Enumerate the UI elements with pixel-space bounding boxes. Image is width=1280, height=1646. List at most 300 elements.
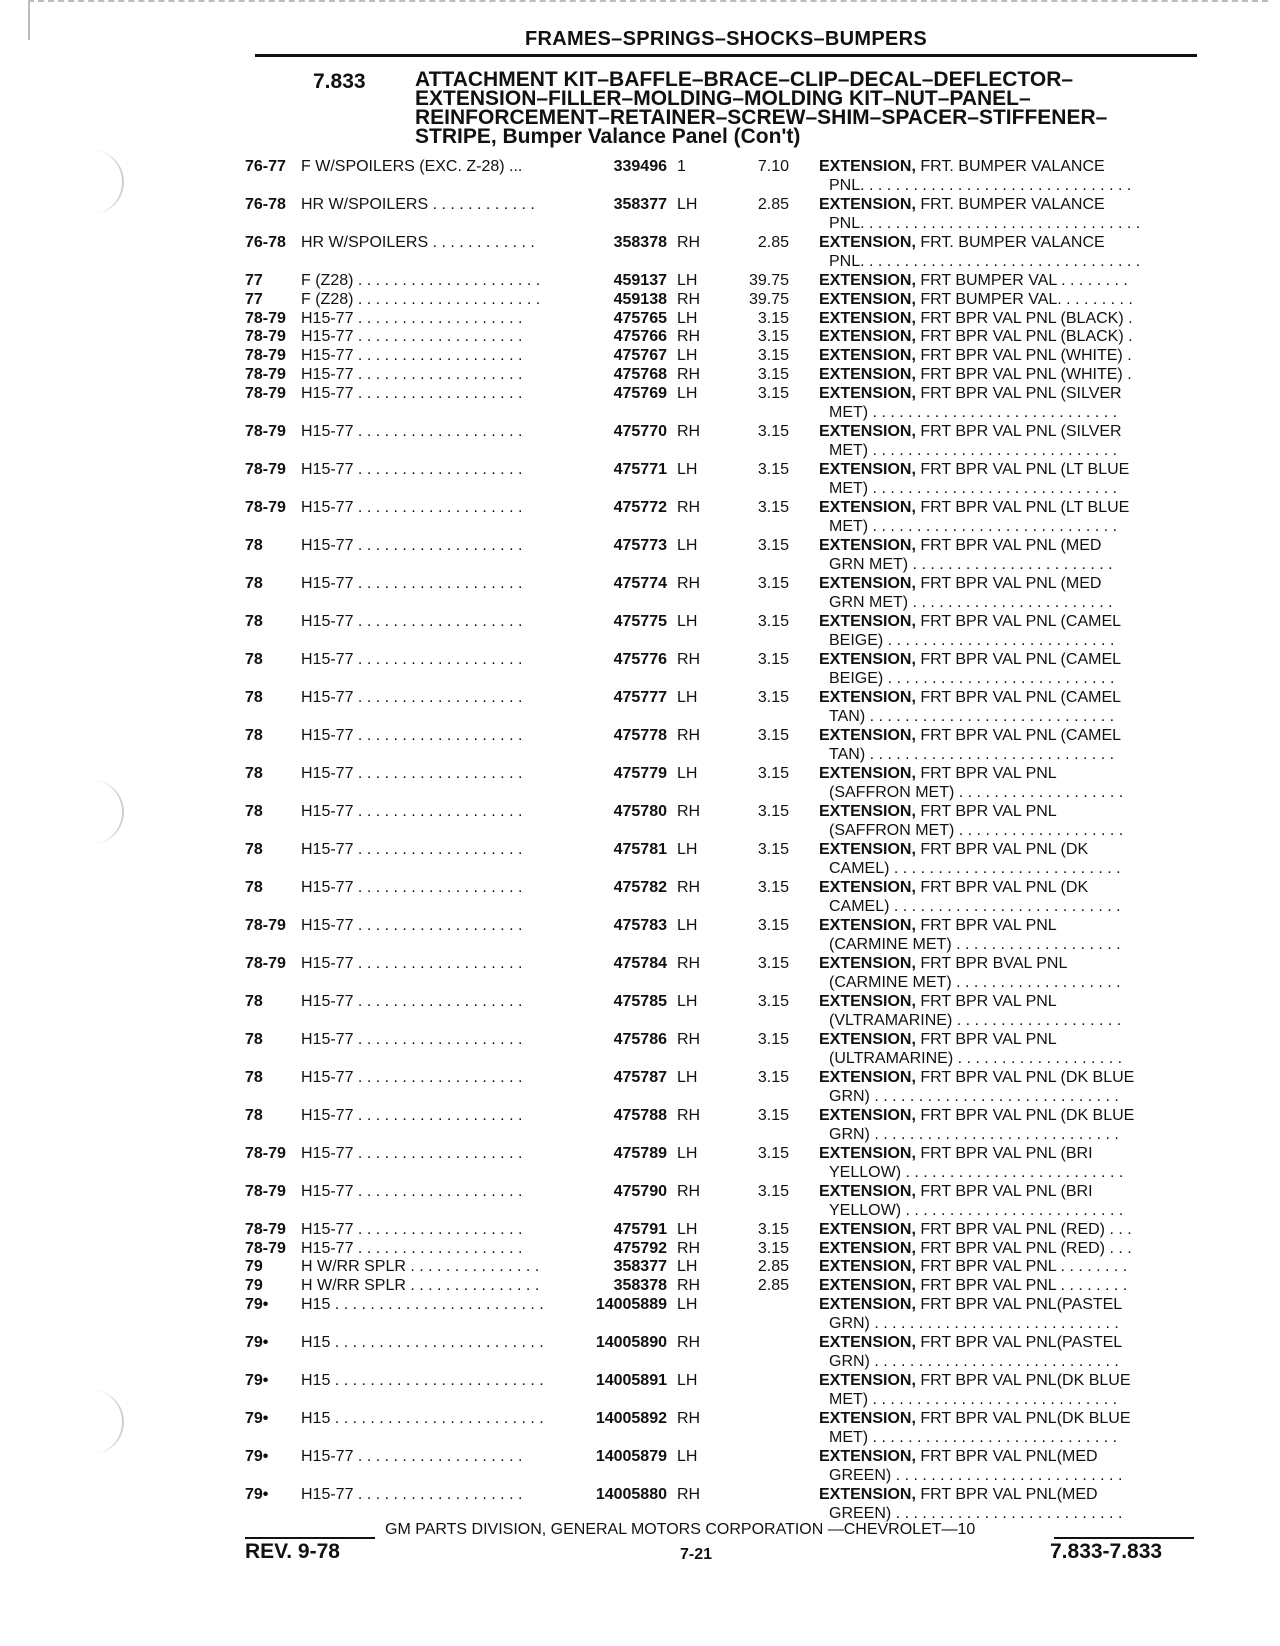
quantity-side: RH (677, 365, 701, 383)
quantity-side: RH (677, 954, 701, 972)
quantity-side: RH (677, 1409, 701, 1427)
price: 3.15 (757, 916, 789, 934)
part-name-detail: FRT. BUMPER VALANCE (920, 196, 1105, 213)
part-name-keyword: EXTENSION, (819, 1485, 916, 1503)
parts-row (245, 612, 1200, 650)
price: 3.15 (757, 328, 789, 346)
part-name-continuation: (SAFFRON MET) . . . . . . . . . . . . . . . . . . . (829, 783, 1124, 801)
part-name-line (819, 1257, 1179, 1276)
part-number: 475774 (613, 574, 667, 592)
model-year: 78 (245, 650, 263, 668)
part-name-detail: FRT BPR VAL PNL (BLACK) . (920, 328, 1133, 346)
parts-row (245, 233, 1200, 271)
parts-row (245, 726, 1200, 764)
model-year: 78 (245, 878, 263, 896)
model-year: 79• (245, 1295, 269, 1313)
part-name-line (819, 1295, 1179, 1314)
section-title-line: EXTENSION–FILLER–MOLDING–MOLDING KIT–NUT–PANEL– (415, 87, 1031, 110)
part-name-keyword: EXTENSION, (819, 840, 916, 858)
part-name-detail: FRT BPR VAL PNL (DK BLUE (920, 1068, 1135, 1086)
part-number: 459138 (613, 290, 667, 308)
model-year: 79 (245, 1277, 263, 1295)
part-name-keyword: EXTENSION, (819, 1333, 916, 1351)
price: 3.15 (757, 992, 789, 1010)
price: 3.15 (757, 1239, 789, 1257)
part-number: 475790 (613, 1182, 667, 1200)
model-year: 78-79 (245, 1182, 286, 1200)
model-year: 78-79 (245, 422, 286, 440)
price: 39.75 (748, 272, 789, 289)
parts-row (245, 498, 1200, 536)
part-number: 14005890 (595, 1333, 667, 1351)
quantity-side: LH (677, 688, 698, 706)
price: 3.15 (757, 347, 789, 365)
part-name-line (819, 802, 1179, 821)
model-year: 76-78 (245, 196, 286, 213)
price: 7.10 (757, 158, 789, 175)
model-year: 78-79 (245, 460, 286, 478)
price: 3.15 (757, 878, 789, 896)
part-name (819, 916, 1179, 954)
revision-label: REV. 9-78 (245, 1540, 340, 1563)
part-name-keyword: EXTENSION, (819, 1220, 916, 1238)
application-desc: H15-77 . . . . . . . . . . . . . . . . . . . (301, 498, 523, 516)
part-name-continuation: GRN MET) . . . . . . . . . . . . . . . . . . . . . . . (829, 593, 1113, 611)
part-name-keyword: EXTENSION, (819, 1447, 916, 1465)
part-name-line (819, 612, 1179, 631)
model-year: 78 (245, 536, 263, 554)
part-name-keyword: EXTENSION, (819, 802, 916, 820)
part-name (819, 1239, 1179, 1258)
model-year: 78 (245, 764, 263, 782)
model-year: 77 (245, 290, 263, 308)
model-year: 78 (245, 726, 263, 744)
part-name-line (819, 764, 1179, 783)
part-number: 475776 (613, 650, 667, 668)
parts-row (245, 1371, 1200, 1409)
part-name (819, 195, 1179, 233)
quantity-side: LH (677, 1295, 698, 1313)
part-number: 475785 (613, 992, 667, 1010)
part-name-continuation: GREEN) . . . . . . . . . . . . . . . . . . . . . . . . . . (829, 1504, 1123, 1522)
part-name-detail: FRT BPR VAL PNL (WHITE) . (920, 365, 1132, 383)
quantity-side: LH (677, 840, 698, 858)
part-name-detail: FRT BPR VAL PNL (DK (920, 840, 1089, 858)
quantity-side: RH (677, 1277, 701, 1295)
part-name (819, 1068, 1179, 1106)
binder-hole-bottom (62, 1390, 124, 1454)
parts-row (245, 365, 1200, 384)
part-name (819, 1333, 1179, 1371)
part-name-detail: FRT BPR VAL PNL (DK BLUE (920, 1106, 1135, 1124)
footer-division-line: GM PARTS DIVISION, GENERAL MOTORS CORPORATION —CHEVROLET—10 (385, 1521, 976, 1538)
part-name-line (819, 460, 1179, 479)
scan-edge-left (28, 0, 30, 40)
part-name (819, 1295, 1179, 1333)
part-name (819, 1276, 1179, 1295)
part-number: 475773 (613, 536, 667, 554)
part-name-continuation: MET) . . . . . . . . . . . . . . . . . . . . . . . . . . . . (829, 479, 1118, 497)
part-number: 475769 (613, 384, 667, 402)
section-title (415, 70, 1185, 146)
parts-row (245, 460, 1200, 498)
part-name (819, 327, 1179, 346)
application-desc: H15-77 . . . . . . . . . . . . . . . . . . . (301, 1239, 523, 1257)
parts-row (245, 290, 1200, 309)
section-range: 7.833-7.833 (1050, 1540, 1163, 1563)
part-name (819, 290, 1179, 309)
part-name-detail: FRT BPR VAL PNL (CAMEL (920, 612, 1122, 630)
quantity-side: RH (677, 574, 701, 592)
part-number: 475768 (613, 365, 667, 383)
part-name-keyword: EXTENSION, (819, 365, 916, 383)
quantity-side: RH (677, 650, 701, 668)
application-desc: H15 . . . . . . . . . . . . . . . . . . . . . . . . (301, 1295, 544, 1313)
binder-hole-top (62, 150, 124, 214)
price: 3.15 (757, 1144, 789, 1162)
part-name-line (819, 498, 1179, 517)
quantity-side: LH (677, 1220, 698, 1238)
part-name-keyword: EXTENSION, (819, 764, 916, 782)
model-year: 78-79 (245, 328, 286, 346)
model-year: 78-79 (245, 1220, 286, 1238)
model-year: 78-79 (245, 498, 286, 516)
part-number: 475787 (613, 1068, 667, 1086)
application-desc: H15-77 . . . . . . . . . . . . . . . . . . . (301, 1144, 523, 1162)
part-name-line (819, 233, 1179, 252)
price: 3.15 (757, 1106, 789, 1124)
part-name-detail: FRT BPR VAL PNL (LT BLUE (920, 498, 1130, 516)
part-name-keyword: EXTENSION, (819, 1030, 916, 1048)
model-year: 78-79 (245, 309, 286, 327)
scan-edge (28, 0, 1268, 2)
parts-row (245, 1182, 1200, 1220)
application-desc: H15 . . . . . . . . . . . . . . . . . . . . . . . . (301, 1371, 544, 1389)
part-number: 459137 (613, 272, 667, 289)
part-name-continuation: GRN) . . . . . . . . . . . . . . . . . . . . . . . . . . . . (829, 1087, 1119, 1105)
part-name-continuation: GRN) . . . . . . . . . . . . . . . . . . . . . . . . . . . . (829, 1125, 1119, 1143)
part-name-continuation: PNL. . . . . . . . . . . . . . . . . . . . . . . . . . . . . . . (829, 177, 1132, 194)
part-name-continuation: PNL. . . . . . . . . . . . . . . . . . . . . . . . . . . . . . . . (829, 253, 1141, 270)
model-year: 78 (245, 574, 263, 592)
part-number: 475782 (613, 878, 667, 896)
price: 3.15 (757, 536, 789, 554)
application-desc: H15-77 . . . . . . . . . . . . . . . . . . . (301, 574, 523, 592)
quantity-side: LH (677, 1068, 698, 1086)
application-desc: H15-77 . . . . . . . . . . . . . . . . . . . (301, 1068, 523, 1086)
part-number: 14005892 (595, 1409, 667, 1427)
part-name (819, 271, 1179, 290)
part-name-detail: FRT BPR VAL PNL(PASTEL (920, 1333, 1123, 1351)
model-year: 78-79 (245, 1239, 286, 1257)
parts-row (245, 1447, 1200, 1485)
part-number: 475765 (613, 309, 667, 327)
quantity-side: LH (677, 1258, 698, 1276)
application-desc: H15-77 . . . . . . . . . . . . . . . . . . . (301, 384, 523, 402)
model-year: 79 (245, 1258, 263, 1276)
quantity-side: RH (677, 1333, 701, 1351)
quantity-side: RH (677, 498, 701, 516)
part-name-detail: FRT BUMPER VAL. . . . . . . . . (920, 290, 1133, 308)
quantity-side: LH (677, 1144, 698, 1162)
part-number: 475770 (613, 422, 667, 440)
part-name-detail: FRT BPR VAL PNL . . . . . . . . (920, 1277, 1128, 1295)
application-desc: H15 . . . . . . . . . . . . . . . . . . . . . . . . (301, 1333, 544, 1351)
part-name-detail: FRT BPR VAL PNL (920, 1030, 1057, 1048)
part-name-detail: FRT BPR VAL PNL (920, 992, 1057, 1010)
parts-row (245, 840, 1200, 878)
application-desc: H15-77 . . . . . . . . . . . . . . . . . . . (301, 536, 523, 554)
price: 3.15 (757, 384, 789, 402)
part-name-continuation: YELLOW) . . . . . . . . . . . . . . . . . . . . . . . . . (829, 1201, 1124, 1219)
quantity-side: LH (677, 1447, 698, 1465)
price: 2.85 (757, 196, 789, 213)
quantity-side: RH (677, 422, 701, 440)
part-name-line (819, 1144, 1179, 1163)
part-name-detail: FRT BPR VAL PNL(MED (920, 1485, 1098, 1503)
quantity-side: LH (677, 612, 698, 630)
part-name-keyword: EXTENSION, (819, 1295, 916, 1313)
part-name-continuation: (SAFFRON MET) . . . . . . . . . . . . . . . . . . . (829, 821, 1124, 839)
parts-row (245, 1239, 1200, 1258)
part-name-line (819, 650, 1179, 669)
part-name (819, 1106, 1179, 1144)
part-name-detail: FRT BPR VAL PNL . . . . . . . . (920, 1258, 1128, 1276)
price: 3.15 (757, 1220, 789, 1238)
application-desc: H15-77 . . . . . . . . . . . . . . . . . . . (301, 1447, 523, 1465)
part-name (819, 498, 1179, 536)
application-desc: H15-77 . . . . . . . . . . . . . . . . . . . (301, 840, 523, 858)
section-title-line: ATTACHMENT KIT–BAFFLE–BRACE–CLIP–DECAL–DEFLECTOR– (415, 68, 1074, 91)
quantity-side: RH (677, 1239, 701, 1257)
model-year: 78 (245, 612, 263, 630)
part-name-continuation: GRN MET) . . . . . . . . . . . . . . . . . . . . . . . (829, 555, 1113, 573)
header-rule (255, 54, 1197, 57)
quantity-side: RH (677, 1182, 701, 1200)
part-name-detail: FRT BPR BVAL PNL (920, 954, 1068, 972)
application-desc: H W/RR SPLR . . . . . . . . . . . . . . . (301, 1258, 540, 1276)
application-desc: H15-77 . . . . . . . . . . . . . . . . . . . (301, 1030, 523, 1048)
application-desc: H15-77 . . . . . . . . . . . . . . . . . . . (301, 726, 523, 744)
parts-row (245, 650, 1200, 688)
part-number: 475772 (613, 498, 667, 516)
price: 3.15 (757, 1068, 789, 1086)
application-desc: H15-77 . . . . . . . . . . . . . . . . . . . (301, 916, 523, 934)
part-name-detail: FRT BPR VAL PNL(MED (920, 1447, 1098, 1465)
part-name-continuation: GREEN) . . . . . . . . . . . . . . . . . . . . . . . . . . (829, 1466, 1123, 1484)
application-desc: H15-77 . . . . . . . . . . . . . . . . . . . (301, 1220, 523, 1238)
footer-rule-right (1054, 1537, 1194, 1539)
model-year: 78-79 (245, 384, 286, 402)
part-name-keyword: EXTENSION, (819, 384, 916, 402)
quantity-side: LH (677, 196, 698, 213)
part-number: 339496 (613, 158, 667, 175)
quantity-side: LH (677, 460, 698, 478)
part-number: 475784 (613, 954, 667, 972)
part-name-line (819, 1485, 1179, 1504)
part-name-detail: FRT BPR VAL PNL (RED) . . . (920, 1239, 1132, 1257)
application-desc: F W/SPOILERS (EXC. Z-28) ... (301, 158, 523, 175)
part-name-keyword: EXTENSION, (819, 1409, 916, 1427)
part-name (819, 612, 1179, 650)
part-name-keyword: EXTENSION, (819, 878, 916, 896)
quantity-side: LH (677, 384, 698, 402)
price: 3.15 (757, 574, 789, 592)
quantity-side: LH (677, 272, 698, 289)
part-name-line (819, 346, 1179, 365)
part-name-line (819, 1220, 1179, 1239)
part-name-detail: FRT BPR VAL PNL (MED (920, 536, 1102, 554)
part-name-continuation: GRN) . . . . . . . . . . . . . . . . . . . . . . . . . . . . (829, 1352, 1119, 1370)
part-name-keyword: EXTENSION, (819, 1258, 916, 1276)
section-number: 7.833 (313, 70, 366, 93)
model-year: 79• (245, 1371, 269, 1389)
application-desc: H15-77 . . . . . . . . . . . . . . . . . . . (301, 650, 523, 668)
price: 3.15 (757, 726, 789, 744)
parts-row (245, 1409, 1200, 1447)
part-name-detail: FRT BPR VAL PNL (SILVER (920, 422, 1122, 440)
part-name (819, 1220, 1179, 1239)
parts-row (245, 992, 1200, 1030)
parts-row (245, 1106, 1200, 1144)
part-name-line (819, 726, 1179, 745)
part-name (819, 233, 1179, 271)
part-number: 475786 (613, 1030, 667, 1048)
part-name (819, 688, 1179, 726)
parts-row (245, 346, 1200, 365)
model-year: 78 (245, 1030, 263, 1048)
parts-row (245, 802, 1200, 840)
part-number: 475767 (613, 347, 667, 365)
model-year: 79• (245, 1409, 269, 1427)
parts-row (245, 271, 1200, 290)
part-name-keyword: EXTENSION, (819, 992, 916, 1010)
model-year: 78 (245, 1106, 263, 1124)
parts-row (245, 1276, 1200, 1295)
part-name (819, 1485, 1179, 1523)
part-name-continuation: BEIGE) . . . . . . . . . . . . . . . . . . . . . . . . . . (829, 631, 1115, 649)
application-desc: H15-77 . . . . . . . . . . . . . . . . . . . (301, 1485, 523, 1503)
application-desc: F (Z28) . . . . . . . . . . . . . . . . . . . . . (301, 290, 541, 308)
parts-row (245, 574, 1200, 612)
application-desc: H15-77 . . . . . . . . . . . . . . . . . . . (301, 365, 523, 383)
part-name-keyword: EXTENSION, (819, 158, 916, 175)
parts-row (245, 1333, 1200, 1371)
application-desc: H15 . . . . . . . . . . . . . . . . . . . . . . . . (301, 1409, 544, 1427)
parts-row (245, 878, 1200, 916)
part-number: 14005879 (595, 1447, 667, 1465)
part-name-keyword: EXTENSION, (819, 272, 916, 289)
quantity-side: RH (677, 234, 701, 251)
part-name-line (819, 992, 1179, 1011)
part-name-keyword: EXTENSION, (819, 688, 916, 706)
part-name-line (819, 1371, 1179, 1390)
part-name (819, 536, 1179, 574)
quantity-side: LH (677, 347, 698, 365)
part-name-detail: FRT BPR VAL PNL (BRI (920, 1182, 1093, 1200)
part-name-line (819, 271, 1179, 290)
section-title-line: REINFORCEMENT–RETAINER–SCREW–SHIM–SPACER–STIFFENER– (415, 106, 1108, 129)
part-name-detail: FRT BPR VAL PNL (RED) . . . (920, 1220, 1132, 1238)
part-name-line (819, 878, 1179, 897)
application-desc: H15-77 . . . . . . . . . . . . . . . . . . . (301, 1182, 523, 1200)
part-number: 475777 (613, 688, 667, 706)
quantity-side: RH (677, 726, 701, 744)
model-year: 78-79 (245, 347, 286, 365)
application-desc: H15-77 . . . . . . . . . . . . . . . . . . . (301, 422, 523, 440)
part-name (819, 802, 1179, 840)
binder-hole-middle (62, 780, 124, 844)
part-name-line (819, 1276, 1179, 1295)
part-name-keyword: EXTENSION, (819, 1239, 916, 1257)
part-name-keyword: EXTENSION, (819, 309, 916, 327)
part-name (819, 1371, 1179, 1409)
part-number: 358378 (613, 234, 667, 251)
model-year: 78 (245, 802, 263, 820)
part-number: 475778 (613, 726, 667, 744)
part-number: 475781 (613, 840, 667, 858)
part-name-keyword: EXTENSION, (819, 1371, 916, 1389)
application-desc: H15-77 . . . . . . . . . . . . . . . . . . . (301, 612, 523, 630)
quantity-side: LH (677, 992, 698, 1010)
model-year: 78-79 (245, 954, 286, 972)
part-name-detail: FRT BPR VAL PNL (BRI (920, 1144, 1093, 1162)
part-number: 475783 (613, 916, 667, 934)
parts-row (245, 536, 1200, 574)
part-name-continuation: CAMEL) . . . . . . . . . . . . . . . . . . . . . . . . . . (829, 859, 1121, 877)
part-name-continuation: PNL. . . . . . . . . . . . . . . . . . . . . . . . . . . . . . . . (829, 215, 1141, 232)
application-desc: HR W/SPOILERS . . . . . . . . . . . . (301, 234, 535, 251)
part-number: 14005891 (595, 1371, 667, 1389)
quantity-side: RH (677, 1485, 701, 1503)
part-number: 358377 (613, 1258, 667, 1276)
part-name (819, 1182, 1179, 1220)
parts-list (245, 157, 1200, 1523)
part-name-keyword: EXTENSION, (819, 612, 916, 630)
part-name (819, 346, 1179, 365)
price: 3.15 (757, 460, 789, 478)
part-name-detail: FRT BPR VAL PNL (CAMEL (920, 688, 1122, 706)
price: 2.85 (757, 234, 789, 251)
part-name (819, 1144, 1179, 1182)
model-year: 77 (245, 272, 263, 289)
part-name (819, 365, 1179, 384)
price: 3.15 (757, 650, 789, 668)
application-desc: F (Z28) . . . . . . . . . . . . . . . . . . . . . (301, 272, 541, 289)
part-name-line (819, 309, 1179, 328)
application-desc: H15-77 . . . . . . . . . . . . . . . . . . . (301, 309, 523, 327)
part-name-detail: FRT. BUMPER VALANCE (920, 234, 1105, 251)
parts-row (245, 1068, 1200, 1106)
part-name-keyword: EXTENSION, (819, 954, 916, 972)
part-name (819, 992, 1179, 1030)
price: 3.15 (757, 422, 789, 440)
part-name-continuation: TAN) . . . . . . . . . . . . . . . . . . . . . . . . . . . . (829, 745, 1115, 763)
model-year: 79• (245, 1333, 269, 1351)
page-header-title: FRAMES–SPRINGS–SHOCKS–BUMPERS (524, 28, 928, 50)
part-number: 475775 (613, 612, 667, 630)
part-name-detail: FRT BPR VAL PNL(PASTEL (920, 1295, 1123, 1313)
application-desc: H15-77 . . . . . . . . . . . . . . . . . . . (301, 347, 523, 365)
model-year: 78 (245, 992, 263, 1010)
model-year: 78-79 (245, 1144, 286, 1162)
price: 3.15 (757, 840, 789, 858)
parts-row (245, 1144, 1200, 1182)
model-year: 79• (245, 1447, 269, 1465)
quantity-side: RH (677, 290, 701, 308)
part-number: 358378 (613, 1277, 667, 1295)
parts-row (245, 384, 1200, 422)
